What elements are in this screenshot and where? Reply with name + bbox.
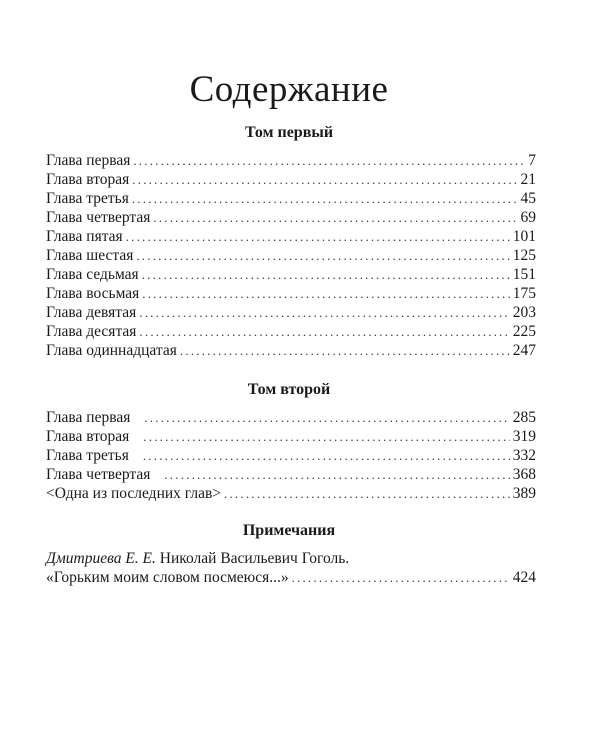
toc-entry-page: 247 [512,342,536,359]
toc-entry[interactable] [46,408,536,427]
dot-leader [133,151,525,170]
toc-entry[interactable] [46,465,536,484]
toc-entry[interactable] [46,484,536,503]
dot-leader [132,189,518,208]
toc-entry[interactable] [46,322,536,341]
dot-leader [139,322,509,341]
toc-entry-label: Глава первая [46,409,131,426]
toc-entry-label: Глава девятая [46,304,137,321]
dot-leader [136,246,509,265]
notes-author: Дмитриева Е. Е. [46,550,156,567]
toc-entry-page: 45 [520,190,536,207]
toc-entry-label: Глава вторая [46,428,130,445]
volume-2-list [46,408,536,503]
toc-entry-label: Глава третья [46,190,129,207]
toc-entry[interactable] [46,170,536,189]
volume-1-list [46,151,536,360]
dot-leader [180,341,510,360]
toc-entry[interactable] [46,189,536,208]
toc-entry-page: 332 [512,447,536,464]
toc-entry-page: 69 [520,209,536,226]
dot-leader [292,568,510,587]
dot-leader [224,484,510,503]
notes-list [46,549,536,587]
toc-entry-label: Глава первая [46,152,131,169]
toc-entry[interactable] [46,427,536,446]
toc-entry-page: 125 [512,247,536,264]
toc-entry-page: 175 [512,285,536,302]
notes-title-line1: Николай Васильевич Гоголь. [159,550,350,567]
toc-entry-label: Глава четвертая [46,466,151,483]
toc-entry-label: Глава одиннадцатая [46,342,177,359]
toc-entry-label: Глава третья [46,447,129,464]
toc-entry-page: 151 [512,266,536,283]
dot-leader [144,408,509,427]
dot-leader [142,284,509,303]
toc-entry-page: 368 [512,466,536,483]
toc-entry[interactable] [46,227,536,246]
toc-entry-label: Глава седьмая [46,266,139,283]
dot-leader [164,465,509,484]
toc-entry-label: Глава пятая [46,228,123,245]
toc-entry-label: Глава шестая [46,247,134,264]
toc-entry-page: 389 [512,485,536,502]
notes-entry-second-line[interactable] [46,568,536,587]
toc-entry-label: Глава десятая [46,323,137,340]
toc-entry[interactable] [46,284,536,303]
toc-entry-page: 7 [528,152,536,169]
dot-leader [126,227,510,246]
dot-leader [142,265,510,284]
toc-entry-page: 285 [512,409,536,426]
toc-entry-label: <Одна из последних глав> [46,485,222,502]
volume-2-heading: Том второй [247,381,331,398]
toc-entry-label: Глава вторая [46,171,130,188]
toc-entry[interactable] [46,303,536,322]
toc-entry[interactable] [46,446,536,465]
toc-entry-label: Глава четвертая [46,209,151,226]
toc-entry-page: 21 [520,171,536,188]
dot-leader [139,303,509,322]
notes-heading: Примечания [242,522,336,539]
toc-entry-page: 203 [512,304,536,321]
dot-leader [132,170,517,189]
toc-entry[interactable] [46,151,536,170]
toc-entry-page: 225 [512,323,536,340]
volume-1-heading: Том первый [244,124,334,141]
toc-entry-label: Глава восьмая [46,285,140,302]
toc-entry-page: 319 [512,428,536,445]
dot-leader [143,446,510,465]
toc-entry-page: 101 [512,228,536,245]
dot-leader [153,208,517,227]
toc-entry[interactable] [46,246,536,265]
toc-entry-page: 424 [512,569,536,586]
notes-entry-first-line[interactable] [46,549,536,568]
toc-entry[interactable] [46,265,536,284]
page-title: Содержание [189,69,389,110]
dot-leader [143,427,509,446]
toc-entry[interactable] [46,208,536,227]
notes-title-line2: «Горьким моим словом посмеюся...» [46,569,289,586]
toc-entry[interactable] [46,341,536,360]
